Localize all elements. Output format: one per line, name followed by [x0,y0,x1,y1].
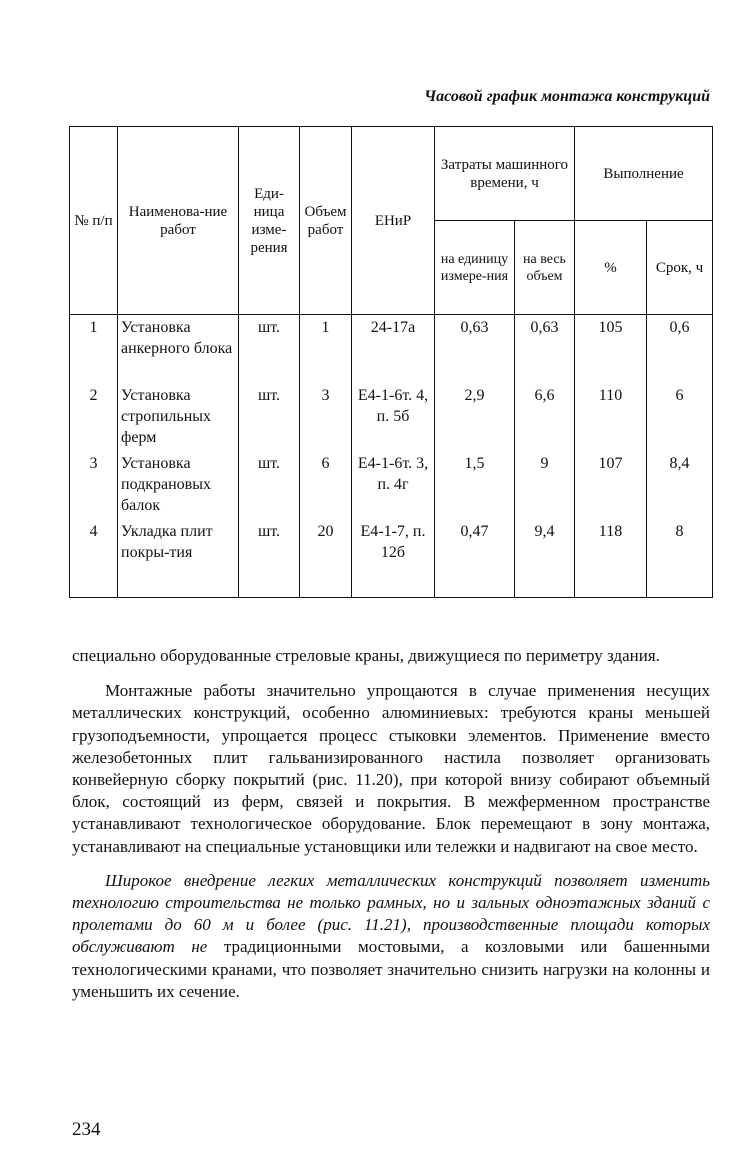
cell-unit: шт. [239,315,300,386]
header-term: Срок, ч [647,221,713,315]
cell-unit: шт. [239,385,300,453]
cell-per-unit: 1,5 [435,453,515,521]
header-machine-time: Затраты машинного времени, ч [435,127,575,221]
cell-per-unit: 0,47 [435,521,515,598]
cell-num: 1 [70,315,118,386]
table-row [70,521,713,598]
header-eniir: ЕНиР [352,127,435,315]
cell-term: 8 [647,521,713,598]
cell-num: 3 [70,453,118,521]
cell-per-unit: 2,9 [435,385,515,453]
paragraph: Монтажные работы значительно упрощаются в случае применения несущих металлических конструкций, особенно алюминиевых: требуются краны меньшей грузоподъемности, упрощается процесс стыковки элементов. Применение вместо железобетонных плит гальванизированного настила позволяет организовать конвейерную сборку покрытий (рис. 11.20), при которой внизу собирают объемный блок, состоящий из ферм, связей и покрытия. В межферменном пространстве устанавливают технологическое оборудование. Блок перемещают в зону монтажа, устанавливают на специальные установщики или тележки и надвигают на свое место. [72,681,710,856]
cell-unit: шт. [239,453,300,521]
cell-num: 4 [70,521,118,598]
cell-term: 8,4 [647,453,713,521]
header-name: Наименова-ние работ [118,127,239,315]
cell-per-unit: 0,63 [435,315,515,386]
paragraph: специально оборудованные стреловые краны, движущиеся по периметру здания. [72,646,660,665]
cell-unit: шт. [239,521,300,598]
cell-name: Установка анкерного блока [118,315,239,386]
header-total: на весь объем [515,221,575,315]
cell-volume: 20 [300,521,352,598]
cell-num: 2 [70,385,118,453]
cell-name: Установка стропильных ферм [118,385,239,453]
assembly-schedule-table [69,126,713,598]
paragraph-italic-part: Широкое внедрение легких металлических конструкций позволяет изменить технологию строительства не только рамных, но и зальных одноэтажных зданий с пролетами до 60 м и более (рис. 11.21), производственные площади которых обслуживают не [72,870,710,957]
body-text [72,645,710,1003]
cell-volume: 3 [300,385,352,453]
paragraph [72,870,710,1003]
cell-percent: 110 [575,385,647,453]
paragraph-regular-part: традиционными мостовыми, а козловыми или башенными технологическими кранами, что позволяет значительно снизить нагрузки на колонны и уменьшить их сечение. [72,937,710,1001]
cell-percent: 105 [575,315,647,386]
page-header: Часовой график монтажа конструкций [424,88,710,105]
cell-percent: 107 [575,453,647,521]
header-execution: Выполнение [575,127,713,221]
cell-total: 0,63 [515,315,575,386]
cell-name: Установка подкрановых балок [118,453,239,521]
cell-term: 0,6 [647,315,713,386]
cell-eniir: Е4-1-7, п. 12б [352,521,435,598]
cell-volume: 6 [300,453,352,521]
cell-volume: 1 [300,315,352,386]
header-per-unit: на единицу измере-ния [435,221,515,315]
cell-total: 9,4 [515,521,575,598]
cell-name: Укладка плит покры-тия [118,521,239,598]
table-row [70,315,713,386]
header-percent: % [575,221,647,315]
cell-total: 9 [515,453,575,521]
header-num: № п/п [70,127,118,315]
cell-eniir: Е4-1-6т. 3, п. 4г [352,453,435,521]
cell-percent: 118 [575,521,647,598]
cell-term: 6 [647,385,713,453]
table-row [70,385,713,453]
cell-eniir: 24-17а [352,315,435,386]
cell-eniir: Е4-1-6т. 4, п. 5б [352,385,435,453]
cell-total: 6,6 [515,385,575,453]
page-number: 234 [72,1119,101,1140]
header-volume: Объем работ [300,127,352,315]
table-row [70,453,713,521]
header-unit: Еди-ница изме-рения [239,127,300,315]
